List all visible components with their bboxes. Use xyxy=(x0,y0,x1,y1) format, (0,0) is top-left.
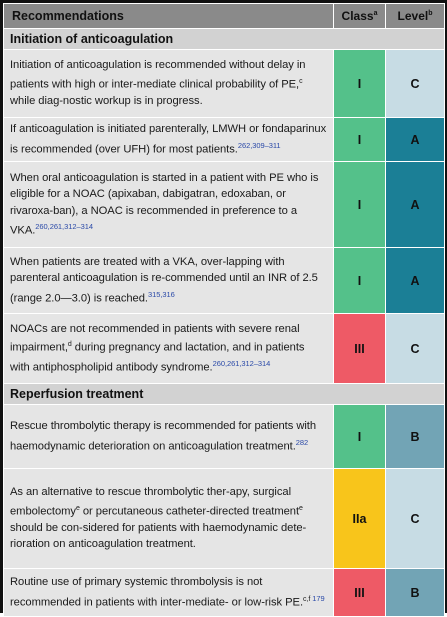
recommendation-text-run: Rescue thrombolytic therapy is recommended for patients with haemodynamic deterioration on anticoagulation treatment. xyxy=(10,420,317,453)
header-level: Level$^b$ xyxy=(386,4,445,29)
table-row xyxy=(4,248,445,314)
recommendation-text xyxy=(4,469,334,569)
class-badge: I xyxy=(334,248,386,314)
footnote-superscript: e xyxy=(299,504,303,512)
footnote-superscript: c,f xyxy=(303,595,311,603)
recommendation-text-run: Initiation of anticoagulation is recommended without delay in patients with high or inter-mediate clinical probability of PE, xyxy=(10,59,306,91)
recommendation-text xyxy=(4,569,334,617)
table-body xyxy=(4,29,445,617)
recommendation-text-run: As an alternative to rescue thrombolytic ther-apy, surgical embolectomy xyxy=(10,486,292,518)
table-header-row xyxy=(4,4,445,29)
reference-superscript: 260,261,312–314 xyxy=(212,359,271,369)
table-row xyxy=(4,162,445,248)
class-badge: I xyxy=(334,162,386,248)
recommendation-text-run: or percutaneous catheter-directed treatment xyxy=(79,505,300,518)
level-badge: C xyxy=(386,50,445,118)
recommendation-text-run: NOACs are not recommended in patients with severe renal impairment, xyxy=(10,322,300,354)
recommendation-text-run: while diag-nostic workup is in progress. xyxy=(10,95,203,108)
class-badge: IIa xyxy=(334,469,386,569)
recommendation-text xyxy=(4,405,334,469)
table-row xyxy=(4,569,445,617)
section-header-row xyxy=(4,384,445,405)
footnote-superscript: c xyxy=(299,77,303,85)
table-row xyxy=(4,118,445,162)
level-badge: B xyxy=(386,405,445,469)
table-row xyxy=(4,314,445,384)
section-header-row xyxy=(4,29,445,50)
class-badge: I xyxy=(334,50,386,118)
level-badge: A xyxy=(386,118,445,162)
recommendation-text-run: during pregnancy and lactation, and in patients with antiphospholipid antibody syndrome. xyxy=(10,341,305,374)
class-badge: III xyxy=(334,569,386,617)
recommendation-text-run: If anticoagulation is initiated parenterally, LMWH or fondaparinux is recommended (over UFH) for most patients. xyxy=(10,123,327,156)
recommendation-text-run: When patients are treated with a VKA, over-lapping with parenteral anticoagulation is re-commended until an INR of 2.5 (range 2.0—3.0) is reached. xyxy=(10,255,318,305)
recommendation-text xyxy=(4,50,334,118)
recommendation-text-run: When oral anticoagulation is started in a patient with PE who is eligible for a NOAC (apixaban, dabigatran, edoxaban, or rivaroxa-ban), a NOAC is recommended in preference to a VKA. xyxy=(10,171,319,237)
header-class: Class$^a$ xyxy=(334,4,386,29)
level-badge: C xyxy=(386,314,445,384)
class-badge: I xyxy=(334,405,386,469)
section-title: Reperfusion treatment xyxy=(4,384,445,405)
recommendation-text xyxy=(4,118,334,162)
table-row xyxy=(4,405,445,469)
footnote-superscript: d xyxy=(67,341,72,349)
reference-superscript: 282 xyxy=(295,437,309,447)
class-badge: III xyxy=(334,314,386,384)
recommendation-text xyxy=(4,162,334,248)
reference-superscript: 315,316 xyxy=(147,289,175,299)
reference-superscript: 262,309–311 xyxy=(237,140,281,150)
class-badge: I xyxy=(334,118,386,162)
level-badge: B xyxy=(386,569,445,617)
header-recommendations: Recommendations xyxy=(4,4,334,29)
recommendation-text-run: should be con-sidered for patients with haemodynamic dete-rioration on anticoagulation treatment. xyxy=(10,521,307,551)
reference-superscript: 179 xyxy=(310,593,325,603)
level-badge: A xyxy=(386,248,445,314)
level-badge: A xyxy=(386,162,445,248)
reference-superscript: 260,261,312–314 xyxy=(35,222,93,232)
recommendation-text xyxy=(4,248,334,314)
recommendations-table xyxy=(3,3,445,617)
table-row xyxy=(4,469,445,569)
recommendation-text-run: Routine use of primary systemic thrombolysis is not recommended in patients with inter-mediate- or low-risk PE. xyxy=(10,576,304,609)
section-title: Initiation of anticoagulation xyxy=(4,29,445,50)
level-badge: C xyxy=(386,469,445,569)
recommendation-text xyxy=(4,314,334,384)
table-row xyxy=(4,50,445,118)
footnote-superscript: e xyxy=(75,504,80,512)
